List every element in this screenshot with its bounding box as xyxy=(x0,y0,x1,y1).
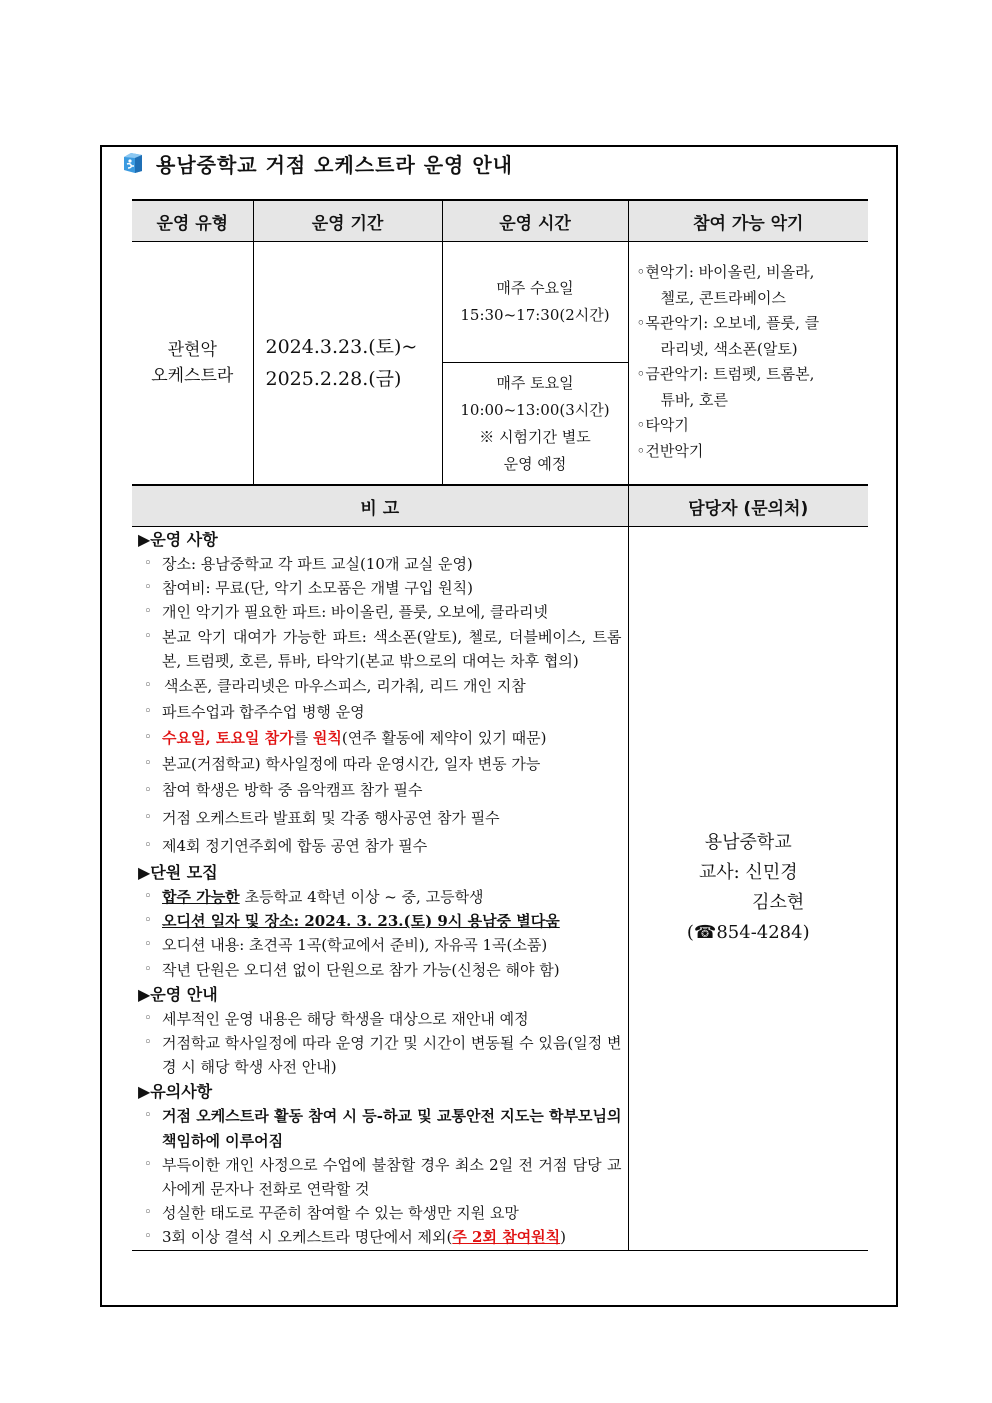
sat-hours: 10:00~13:00(3시간) xyxy=(460,400,610,419)
instrument-text: 바이올린, 비올라, xyxy=(693,263,815,281)
table-header-row xyxy=(132,200,868,242)
wed-hours: 15:30~17:30(2시간) xyxy=(460,306,610,324)
list-item xyxy=(138,885,622,909)
header-notes: 비 고 xyxy=(132,485,628,527)
instrument-woodwinds xyxy=(637,311,863,337)
header-time: 운영 시간 xyxy=(442,200,628,242)
header-contact: 담당자 (문의처) xyxy=(628,485,868,527)
contact-teacher-2: 김소현 xyxy=(752,892,805,914)
exam-note-cont: 운영 예정 xyxy=(503,454,567,473)
orchestra-info-table xyxy=(132,199,868,1251)
sat-day: 매주 토요일 xyxy=(496,373,574,392)
text: (연주 활동에 제약이 있기 때문) xyxy=(341,729,547,748)
red-emphasis: 주 2회 참여원칙 xyxy=(452,1228,561,1247)
type-cell xyxy=(132,242,253,486)
list-item: ◦ 성실한 태도로 꾸준히 참여할 수 있는 학생만 지원 요망 xyxy=(138,1201,622,1225)
instrument-text: 오보네, 플룻, 클 xyxy=(708,314,820,332)
text: 3회 이상 결석 시 오케스트라 명단에서 제외( xyxy=(162,1228,453,1247)
instrument-label: ◦현악기: xyxy=(636,263,694,281)
notes-cell xyxy=(132,527,628,1251)
list-item: ◦ 파트수업과 합주수업 병행 운영 xyxy=(138,699,622,725)
period-cell xyxy=(253,242,442,486)
list-item: ◦ 본교(거점학교) 학사일정에 따라 운영시간, 일자 변동 가능 xyxy=(138,751,622,777)
red-emphasis: 원칙 xyxy=(312,729,342,748)
list-item: ◦ 개인 악기가 필요한 파트: 바이올린, 플룻, 오보에, 클라리넷 xyxy=(138,600,622,624)
list-item: ◦ 참여비: 무료(단, 악기 소모품은 개별 구입 원칙) xyxy=(138,576,622,600)
list-item: ◦ 제4회 정기연주회에 합동 공연 참가 필수 xyxy=(138,832,622,860)
list-item: ◦ 세부적인 운영 내용은 해당 학생을 대상으로 재안내 예정 xyxy=(138,1007,622,1031)
list-item-emphasis xyxy=(138,725,622,751)
audition-date-location: 오디션 일자 및 장소: 2024. 3. 23.(토) 9시 용남중 별다움 xyxy=(162,912,560,931)
text: 를 xyxy=(293,729,313,748)
contact-phone: (☎854-4284) xyxy=(686,922,810,944)
section-heading-guidance: ▶운영 안내 xyxy=(138,984,218,1004)
red-emphasis: 수요일, 토요일 참가 xyxy=(162,729,294,748)
list-item: ◦ 작년 단원은 오디션 없이 단원으로 참가 가능(신청은 해야 함) xyxy=(138,958,622,982)
text: 초등학교 4학년 이상 ~ 중, 고등학생 xyxy=(239,888,484,907)
instruments-cell xyxy=(628,242,868,486)
instrument-text-cont: 첼로, 콘트라베이스 xyxy=(660,288,786,307)
instrument-text-cont: 튜바, 호른 xyxy=(660,390,728,409)
instrument-percussion: ◦타악기 xyxy=(636,416,689,434)
list-item: ◦ 거점 오케스트라 활동 참여 시 등-하교 및 교통안전 지도는 학부모님의 책임하에 이루어짐 xyxy=(138,1104,622,1152)
person-icon xyxy=(122,152,144,174)
instrument-label: ◦금관악기: xyxy=(636,365,709,383)
header-type: 운영 유형 xyxy=(132,200,253,242)
list-item xyxy=(138,1225,622,1249)
notes-row xyxy=(132,527,868,1251)
period-end: 2025.2.28.(금) xyxy=(265,368,402,390)
list-item: ◦ 장소: 용남중학교 각 파트 교실(10개 교실 운영) xyxy=(138,552,622,576)
list-item: ◦ 참여 학생은 방학 중 음악캠프 참가 필수 xyxy=(138,777,622,804)
section-heading-cautions: ▶유의사항 xyxy=(138,1082,213,1102)
list-item: ◦ 부득이한 개인 사정으로 수업에 불참할 경우 최소 2일 전 거점 담당 교사에게 문자나 전화로 연락할 것 xyxy=(138,1153,622,1201)
instrument-keyboard: ◦건반악기 xyxy=(636,441,704,460)
exam-note: ※ 시험기간 별도 xyxy=(479,427,591,446)
instrument-text-cont: 라리넷, 색소폰(알토) xyxy=(660,339,798,358)
header-period: 운영 기간 xyxy=(253,200,442,242)
page-title: 용남중학교 거점 오케스트라 운영 안내 xyxy=(156,152,513,177)
header-instruments: 참여 가능 악기 xyxy=(628,200,868,242)
instrument-strings xyxy=(637,260,863,286)
contact-cell xyxy=(628,527,868,1251)
section-heading-operation: ▶운영 사항 xyxy=(138,530,218,549)
type-line2: 오케스트라 xyxy=(151,366,234,386)
list-item xyxy=(138,909,622,933)
contact-teacher: 교사: 신민경 xyxy=(698,862,798,884)
wed-day: 매주 수요일 xyxy=(496,279,574,297)
list-item: ◦ 색소폰, 클라리넷은 마우스피스, 리가춰, 리드 개인 지참 xyxy=(138,673,622,699)
time-saturday-cell xyxy=(442,363,628,486)
contact-school: 용남중학교 xyxy=(704,832,792,854)
table-row xyxy=(132,242,868,363)
time-wednesday-cell xyxy=(442,242,628,363)
title-row xyxy=(122,150,513,176)
notes-header-row xyxy=(132,485,868,527)
list-item: ◦ 거점 오케스트라 발표회 및 각종 행사공연 참가 필수 xyxy=(138,804,622,832)
list-item: ◦ 오디션 내용: 초견곡 1곡(학교에서 준비), 자유곡 1곡(소품) xyxy=(138,933,622,957)
instrument-text: 트럼펫, 트롬본, xyxy=(708,365,815,383)
type-line1: 관현악 xyxy=(167,340,217,360)
bold-underline: 합주 가능한 xyxy=(162,888,240,907)
instrument-brass xyxy=(637,362,863,388)
period-start: 2024.3.23.(토)~ xyxy=(265,336,418,358)
instrument-label: ◦목관악기: xyxy=(636,314,709,332)
list-item: ◦ 거점학교 학사일정에 따라 운영 기간 및 시간이 변동될 수 있음(일정 변경 시 해당 학생 사전 안내) xyxy=(138,1031,622,1079)
list-item: ◦ 본교 악기 대여가 가능한 파트: 색소폰(알토), 첼로, 더블베이스, 트롬본, 트럼펫, 호른, 튜바, 타악기(본교 밖으로의 대여는 차후 협의) xyxy=(138,625,622,673)
text: ) xyxy=(560,1228,567,1247)
section-heading-recruitment: ▶단원 모집 xyxy=(138,863,218,883)
